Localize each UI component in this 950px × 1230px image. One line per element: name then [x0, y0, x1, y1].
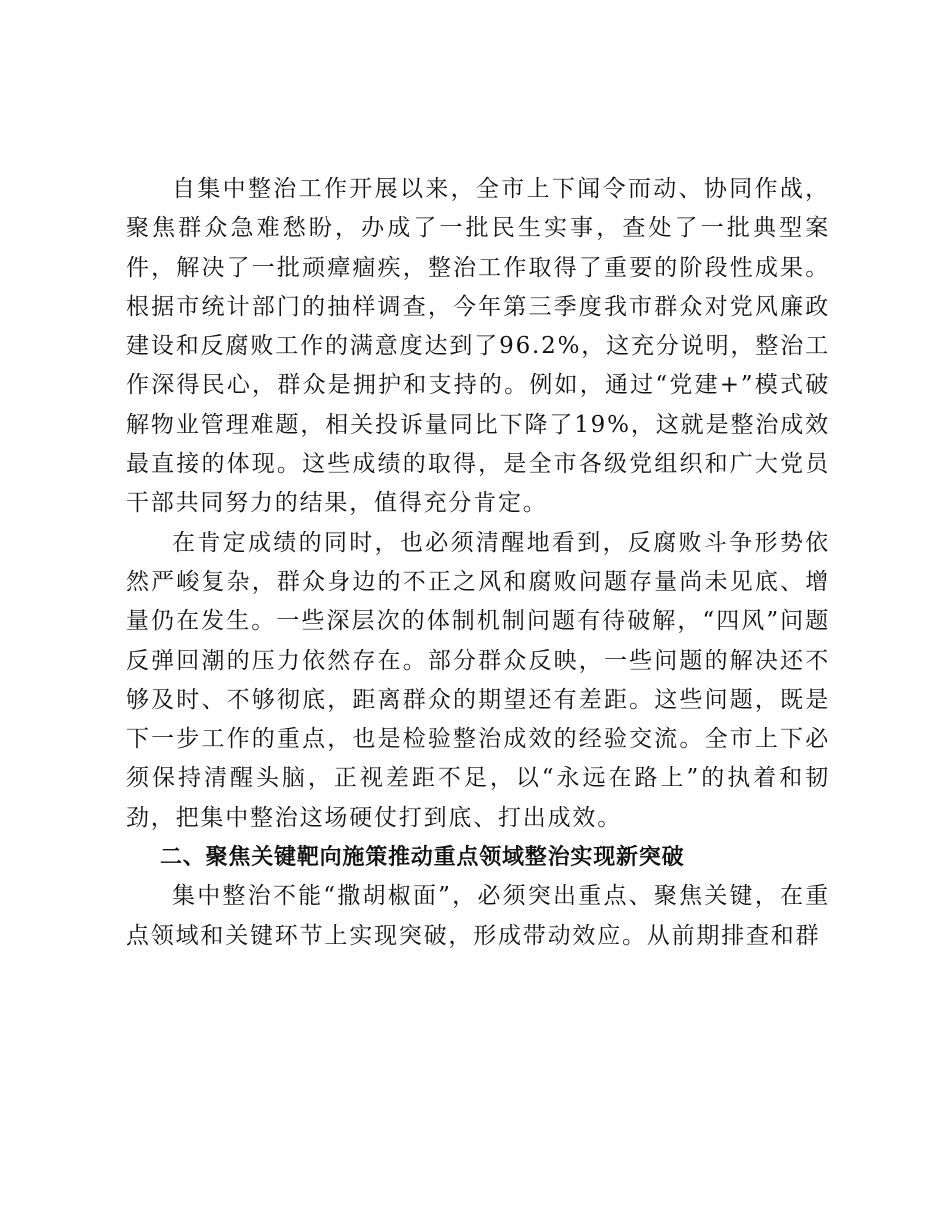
- body-paragraph-problems: 在肯定成绩的同时，也必须清醒地看到，反腐败斗争形势依然严峻复杂，群众身边的不正之风和腐败问题存量尚未见底、增量仍在发生。一些深层次的体制机制问题有待破解，“四风”问题反弹回潮的压力依然存在。部分群众反映，一些问题的解决还不够及时、不够彻底，距离群众的期望还有差距。这些问题，既是下一步工作的重点，也是检验整治成效的经验交流。全市上下必须保持清醒头脑，正视差距不足，以“永远在路上”的执着和韧劲，把集中整治这场硬仗打到底、打出成效。: [126, 529, 830, 831]
- body-paragraph-focus: 集中整治不能“撒胡椒面”，必须突出重点、聚焦关键，在重点领域和关键环节上实现突破，形成带动效应。从前期排查和群: [126, 883, 830, 949]
- body-paragraph-achievements: 自集中整治工作开展以来，全市上下闻令而动、协同作战，聚焦群众急难愁盼，办成了一批民生实事，查处了一批典型案件，解决了一批顽瘴痼疾，整治工作取得了重要的阶段性成果。根据市统计部门的抽样调查，今年第三季度我市群众对党风廉政建设和反腐败工作的满意度达到了96.2%，这充分说明，整治工作深得民心，群众是拥护和支持的。例如，通过“党建+”模式破解物业管理难题，相关投诉量同比下降了19%，这就是整治成效最直接的体现。这些成绩的取得，是全市各级党组织和广大党员干部共同努力的结果，值得充分肯定。: [126, 176, 830, 517]
- section-heading: 二、聚焦关键靶向施策推动重点领域整治实现新突破: [160, 845, 685, 871]
- document-body: [126, 170, 830, 956]
